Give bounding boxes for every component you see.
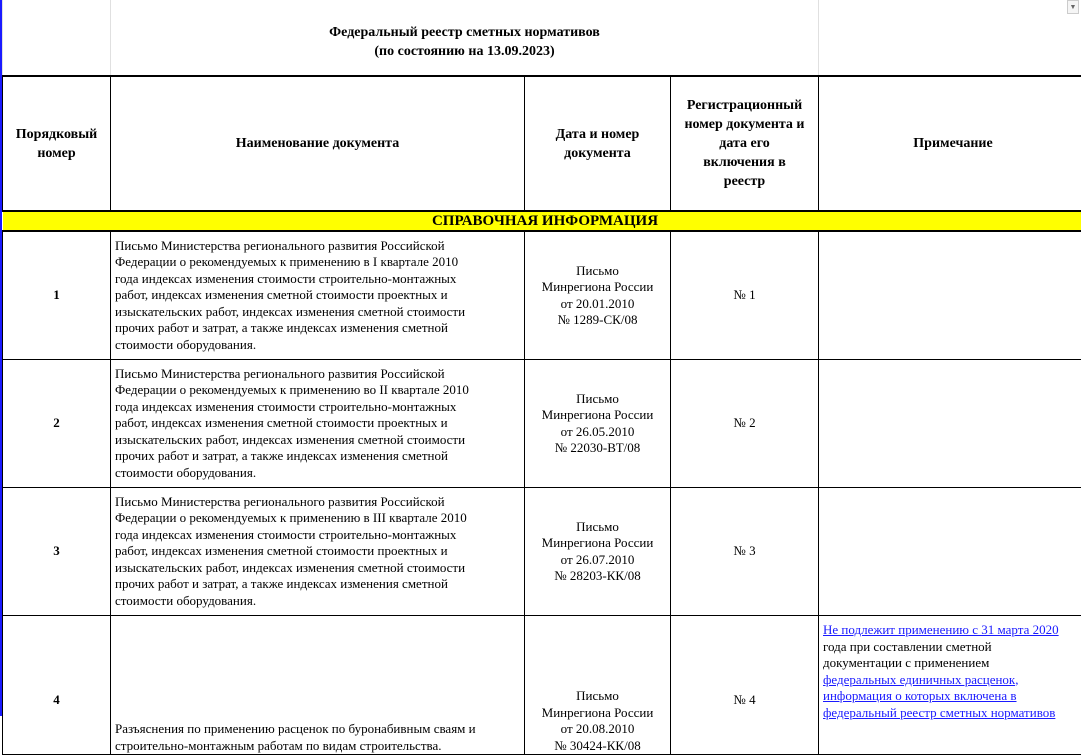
title-row bbox=[3, 0, 1081, 76]
registration-number: № 4 bbox=[671, 616, 819, 755]
document-name: Письмо Министерства регионального развития Российской Федерации о рекомендуемых к применению в I квартале 2010 года индексах изменения стоимости строительно-монтажных работ, индексах изменения сметной стоимости проектных и изыскательских работ, индексах изменения сметной стоимости прочих работ и затрат, а также индексах изменения сметной стоимости оборудования. bbox=[111, 231, 525, 360]
sheet-title: Федеральный реестр сметных нормативов (по состоянию на 13.09.2023) bbox=[111, 0, 819, 76]
document-name: Письмо Министерства регионального развития Российской Федерации о рекомендуемых к применению в III квартале 2010 года индексах изменения стоимости строительно-монтажных работ, индексах изменения сметной стоимости проектных и изыскательских работ, индексах изменения сметной стоимости прочих работ и затрат, а также индексах изменения сметной стоимости оборудования. bbox=[111, 488, 525, 616]
note-link[interactable]: Не подлежит применению с 31 марта 2020 bbox=[823, 622, 1081, 639]
registration-number: № 3 bbox=[671, 488, 819, 616]
row-number: 4 bbox=[3, 616, 111, 755]
note-cell bbox=[819, 231, 1081, 360]
document-name: Разъяснения по применению расценок по буронабивным сваям и строительно-монтажным работам по видам строительства. bbox=[111, 616, 525, 755]
document-date: Письмо Минрегиона России от 20.01.2010 № 1289-СК/08 bbox=[525, 231, 671, 360]
note-cell: Не подлежит применению с 31 марта 2020 года при составлении сметной документации с применением федеральных единичных расценок, информация о которых включена в федеральный реестр сметных нормативов bbox=[819, 616, 1081, 755]
registry-table bbox=[2, 0, 1081, 755]
document-date: Письмо Минрегиона России от 20.08.2010 № 30424-КК/08 bbox=[525, 616, 671, 755]
note-cell bbox=[819, 488, 1081, 616]
document-date: Письмо Минрегиона России от 26.05.2010 № 22030-ВТ/08 bbox=[525, 360, 671, 488]
header-num: Порядковый номер bbox=[3, 76, 111, 211]
row-number: 2 bbox=[3, 360, 111, 488]
header-row bbox=[3, 76, 1081, 211]
registration-number: № 1 bbox=[671, 231, 819, 360]
registration-number: № 2 bbox=[671, 360, 819, 488]
table-row bbox=[3, 616, 1081, 755]
table-row bbox=[3, 360, 1081, 488]
section-row bbox=[3, 211, 1081, 231]
note-link[interactable]: информация о которых включена в bbox=[823, 688, 1081, 705]
table-row bbox=[3, 488, 1081, 616]
dropdown-arrow-icon[interactable]: ▼ bbox=[1067, 0, 1079, 14]
note-link[interactable]: федеральных единичных расценок, bbox=[823, 672, 1081, 689]
table-row bbox=[3, 231, 1081, 360]
row-number: 3 bbox=[3, 488, 111, 616]
row-number: 1 bbox=[3, 231, 111, 360]
section-title: СПРАВОЧНАЯ ИНФОРМАЦИЯ bbox=[3, 211, 1081, 231]
header-date: Дата и номер документа bbox=[525, 76, 671, 211]
header-name: Наименование документа bbox=[111, 76, 525, 211]
note-cell bbox=[819, 360, 1081, 488]
document-name: Письмо Министерства регионального развития Российской Федерации о рекомендуемых к применению во II квартале 2010 года индексах изменения стоимости строительно-монтажных работ, индексах изменения сметной стоимости проектных и изыскательских работ, индексах изменения сметной стоимости прочих работ и затрат, а также индексах изменения сметной стоимости оборудования. bbox=[111, 360, 525, 488]
header-note: Примечание bbox=[819, 76, 1081, 211]
document-date: Письмо Минрегиона России от 26.07.2010 № 28203-КК/08 bbox=[525, 488, 671, 616]
note-link[interactable]: федеральный реестр сметных нормативов bbox=[823, 705, 1081, 722]
header-reg: Регистрационный номер документа и дата его включения в реестр bbox=[671, 76, 819, 211]
